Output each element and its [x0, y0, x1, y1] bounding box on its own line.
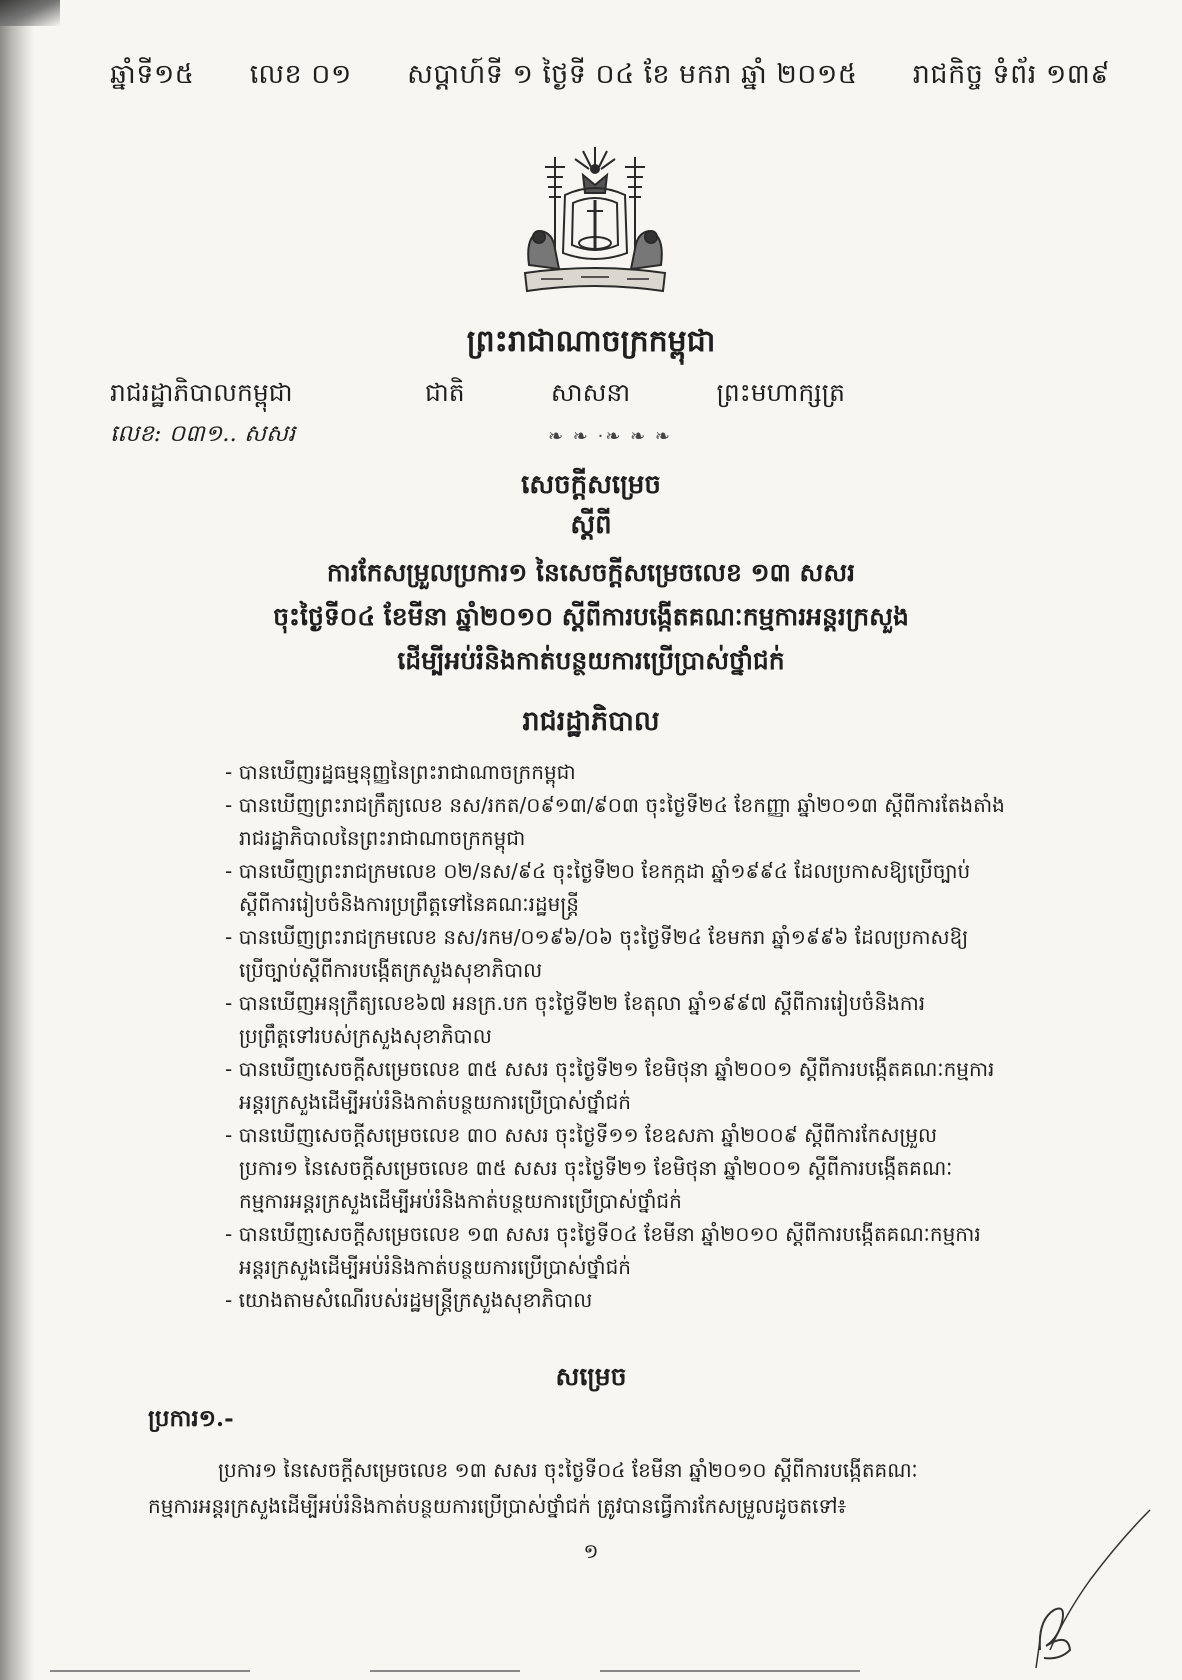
about-label: ស្តីពី	[570, 510, 612, 540]
signature-mark	[1010, 1500, 1160, 1670]
consideration-line: - បានឃើញរដ្ឋធម្មនុញ្ញនៃព្រះរាជាណាចក្រកម្ពុជា	[225, 760, 576, 784]
consideration-line: - បានឃើញព្រះរាជក្រមលេខ នស/រកម/០១៩៦/០៦ ចុះថ្ងៃទី២៤ ខែមករា ឆ្នាំ១៩៩៦ ដែលប្រកាសឱ្យ	[225, 925, 969, 949]
consideration-line: ស្តីពីការរៀបចំនិងការប្រព្រឹត្តទៅនៃគណៈរដ្ឋមន្ត្រី	[239, 892, 579, 916]
consideration-line: អន្តរក្រសួងដើម្បីអប់រំនិងកាត់បន្ថយការប្រើប្រាស់ថ្នាំជក់	[239, 1255, 631, 1279]
page-number: ១	[583, 1539, 599, 1563]
consideration-line: - បានឃើញព្រះរាជក្រឹត្យលេខ នស/រកត/០៩១៣/៩០៣ ចុះថ្ងៃទី២៤ ខែកញ្ញា ឆ្នាំ២០១៣ ស្តីពីការតែងតាំង	[225, 793, 1005, 817]
royal-coat-of-arms-icon	[515, 145, 675, 305]
decorative-ornament: ❧ ❧ ·❧ ❧ ❧	[547, 426, 673, 447]
list-item	[225, 987, 1105, 1053]
consideration-line: - បានឃើញសេចក្តីសម្រេចលេខ ១៣ សសរ ចុះថ្ងៃទី០៤ ខែមីនា ឆ្នាំ២០១០ ស្តីពីការបង្កើតគណៈកម្មការ	[225, 1222, 981, 1246]
subject-line-3: ដើម្បីអប់រំនិងកាត់បន្ថយការប្រើប្រាស់ថ្នាំជក់	[397, 646, 785, 675]
list-item	[225, 1119, 1105, 1218]
document-type: សេចក្តីសម្រេច	[521, 470, 661, 500]
consideration-line: - បានឃើញព្រះរាជក្រមលេខ ០២/នស/៩៤ ចុះថ្ងៃទី២០ ខែកក្កដា ឆ្នាំ១៩៩៤ ដែលប្រកាសឱ្យប្រើច្បាប់	[225, 859, 971, 883]
list-item	[225, 921, 1105, 987]
subject-line-1: ការកែសម្រួលប្រការ១ នៃសេចក្តីសម្រេចលេខ ១៣ សសរ	[326, 558, 856, 587]
subject-line-2: ចុះថ្ងៃទី០៤ ខែមីនា ឆ្នាំ២០១០ ស្តីពីការបង្កើតគណៈកម្មការអន្តរក្រសួង	[273, 602, 909, 631]
national-motto	[425, 378, 845, 414]
list-item	[225, 1218, 1105, 1284]
consideration-line: រាជរដ្ឋាភិបាលនៃព្រះរាជាណាចក្រកម្ពុជា	[239, 826, 526, 850]
consideration-line: អន្តរក្រសួងដើម្បីអប់រំនិងកាត់បន្ថយការប្រើប្រាស់ថ្នាំជក់	[239, 1090, 631, 1114]
government-heading: រាជរដ្ឋាភិបាល	[522, 706, 660, 737]
header-gazette-page: រាជកិច្ច ទំព័រ ១៣៩	[912, 59, 1110, 90]
list-item	[225, 789, 1105, 855]
issuer-name: រាជរដ្ឋាភិបាលកម្ពុជា	[110, 378, 293, 407]
motto-king: ព្រះមហាក្សត្រ	[716, 378, 845, 407]
decides-heading: សម្រេច	[555, 1362, 627, 1391]
header-week-date: សប្តាហ៍ទី ១ ថ្ងៃទី ០៤ ខែ មករា ឆ្នាំ ២០១៥	[407, 59, 858, 90]
gazette-header	[110, 58, 1110, 97]
consideration-line: កម្មការអន្តរក្រសួងដើម្បីអប់រំនិងកាត់បន្ថយការប្រើប្រាស់ថ្នាំជក់	[239, 1189, 682, 1213]
header-year: ឆ្នាំទី១៥	[110, 59, 195, 90]
scan-bottom-marks	[40, 1670, 1140, 1672]
kingdom-title: ព្រះរាជាណាចក្រកម្ពុជា	[466, 324, 716, 359]
motto-religion: សាសនា	[550, 378, 631, 407]
consideration-line: ប្រព្រឹត្តទៅរបស់ក្រសួងសុខាភិបាល	[239, 1024, 492, 1048]
list-item	[225, 1053, 1105, 1119]
article-one-heading: ប្រការ១.-	[148, 1405, 234, 1432]
list-item	[225, 756, 1105, 789]
consideration-line: - បានឃើញសេចក្តីសម្រេចលេខ ៣០ សសរ ចុះថ្ងៃទី១១ ខែឧសភា ឆ្នាំ២០០៩ ស្តីពីការកែសម្រួល	[225, 1123, 938, 1147]
scan-shadow-edge	[0, 0, 34, 1680]
consideration-line: - យោងតាមសំណើរបស់រដ្ឋមន្ត្រីក្រសួងសុខាភិបាល	[225, 1288, 593, 1312]
considerations-list	[225, 756, 1105, 1317]
article-one-paragraph	[148, 1452, 1108, 1524]
consideration-line: - បានឃើញអនុក្រឹត្យលេខ៦៧ អនក្រ.បក ចុះថ្ងៃទី២២ ខែតុលា ឆ្នាំ១៩៩៧ ស្តីពីការរៀបចំនិងការ	[225, 991, 926, 1015]
scan-corner-shadow	[0, 0, 60, 26]
header-issue: លេខ ០១	[249, 59, 352, 90]
consideration-line: ប្រើច្បាប់ស្តីពីការបង្កើតក្រសួងសុខាភិបាល	[239, 958, 543, 982]
paragraph-line: កម្មការអន្តរក្រសួងដើម្បីអប់រំនិងកាត់បន្ថយការប្រើប្រាស់ថ្នាំជក់ ត្រូវបានធ្វើការកែសម្រួលដូចតទៅ៖	[148, 1494, 847, 1518]
consideration-line: ប្រការ១ នៃសេចក្តីសម្រេចលេខ ៣៥ សសរ ចុះថ្ងៃទី២១ ខែមិថុនា ឆ្នាំ២០០១ ស្តីពីការបង្កើតគណៈ	[239, 1156, 953, 1180]
list-item	[225, 855, 1105, 921]
motto-nation: ជាតិ	[425, 378, 465, 407]
list-item	[225, 1284, 1105, 1317]
paragraph-line: ប្រការ១ នៃសេចក្តីសម្រេចលេខ ១៣ សសរ ចុះថ្ងៃទី០៤ ខែមីនា ឆ្នាំ២០១០ ស្តីពីការបង្កើតគណៈ	[218, 1458, 918, 1482]
reference-number: លេខ: ០៣១.. សសរ	[110, 421, 296, 447]
consideration-line: - បានឃើញសេចក្តីសម្រេចលេខ ៣៥ សសរ ចុះថ្ងៃទី២១ ខែមិថុនា ឆ្នាំ២០០១ ស្តីពីការបង្កើតគណៈកម្មការ	[225, 1057, 995, 1081]
